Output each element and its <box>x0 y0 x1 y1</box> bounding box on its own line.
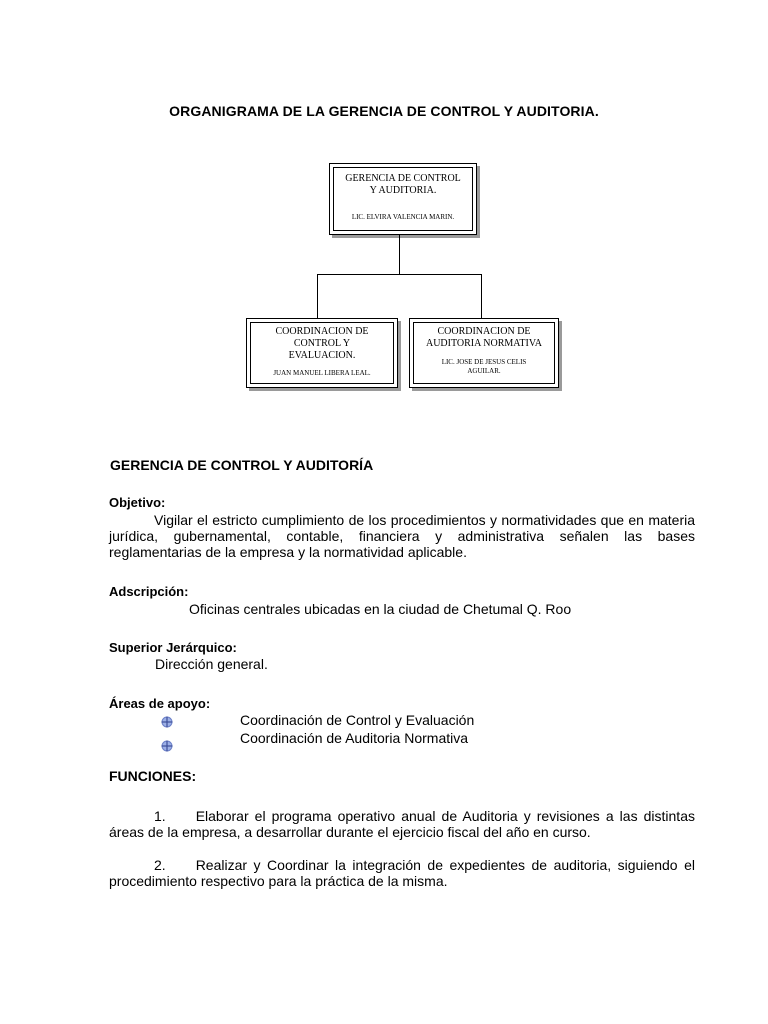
area-item: Coordinación de Control y Evaluación <box>240 712 475 728</box>
area-item: Coordinación de Auditoria Normativa <box>240 730 469 746</box>
funcion-number: 1. <box>154 808 166 824</box>
areas-label: Áreas de apoyo: <box>109 696 211 711</box>
adscripcion-label: Adscripción: <box>109 584 189 599</box>
funcion-text: Realizar y Coordinar la integración de expedientes de auditoria, siguiendo el procedimiento respectivo para la práctica de la misma. <box>109 857 695 889</box>
org-unit-line: GERENCIA DE CONTROL <box>345 173 461 184</box>
superior-text: Dirección general. <box>155 656 268 672</box>
org-person: JUAN MANUEL LIBERA LEAL. <box>273 369 371 377</box>
org-person: LIC. JOSE DE JESUS CELIS <box>441 358 527 366</box>
superior-label: Superior Jerárquico: <box>109 640 237 655</box>
funcion-text: Elaborar el programa operativo anual de Auditoria y revisiones a las distintas áreas de la empresa, a desarrollar durante el ejercicio fiscal del año en curso. <box>109 808 695 840</box>
org-person: AGUILAR. <box>467 367 501 375</box>
org-connector-vertical <box>399 234 400 274</box>
org-unit-line: CONTROL Y <box>293 338 351 349</box>
adscripcion-text: Oficinas centrales ubicadas en la ciudad de Chetumal Q. Roo <box>189 601 572 617</box>
section-heading: GERENCIA DE CONTROL Y AUDITORÍA <box>110 457 374 473</box>
objetivo-label: Objetivo: <box>109 495 166 510</box>
crosshair-globe-icon <box>161 715 173 733</box>
funciones-label: FUNCIONES: <box>109 768 197 784</box>
org-unit-line: Y AUDITORIA. <box>369 185 437 196</box>
org-connector-horizontal <box>317 274 482 275</box>
funcion-number: 2. <box>154 857 166 873</box>
page-title: ORGANIGRAMA DE LA GERENCIA DE CONTROL Y AUDITORIA. <box>169 103 599 119</box>
funcion-item <box>109 808 695 840</box>
crosshair-globe-icon <box>161 739 173 757</box>
org-box-gerencia <box>329 163 477 235</box>
org-box-control-evaluacion <box>246 318 398 388</box>
org-connector-left <box>317 274 318 319</box>
org-box-auditoria-normativa <box>409 318 559 388</box>
funcion-item <box>109 857 695 889</box>
org-person: LIC. ELVIRA VALENCIA MARIN. <box>351 213 455 221</box>
org-connector-right <box>481 274 482 319</box>
org-unit-line: COORDINACION DE <box>275 326 369 337</box>
org-unit-line: AUDITORIA NORMATIVA <box>425 338 543 349</box>
objetivo-text: Vigilar el estricto cumplimiento de los procedimientos y normatividades que en materia jurídica, gubernamental, contable, financiera y administrativa señalen las bases reglamentarias de la empresa y la normatividad aplicable. <box>109 512 695 560</box>
org-unit-line: COORDINACION DE <box>437 326 531 337</box>
org-unit-line: EVALUACION. <box>288 350 356 361</box>
